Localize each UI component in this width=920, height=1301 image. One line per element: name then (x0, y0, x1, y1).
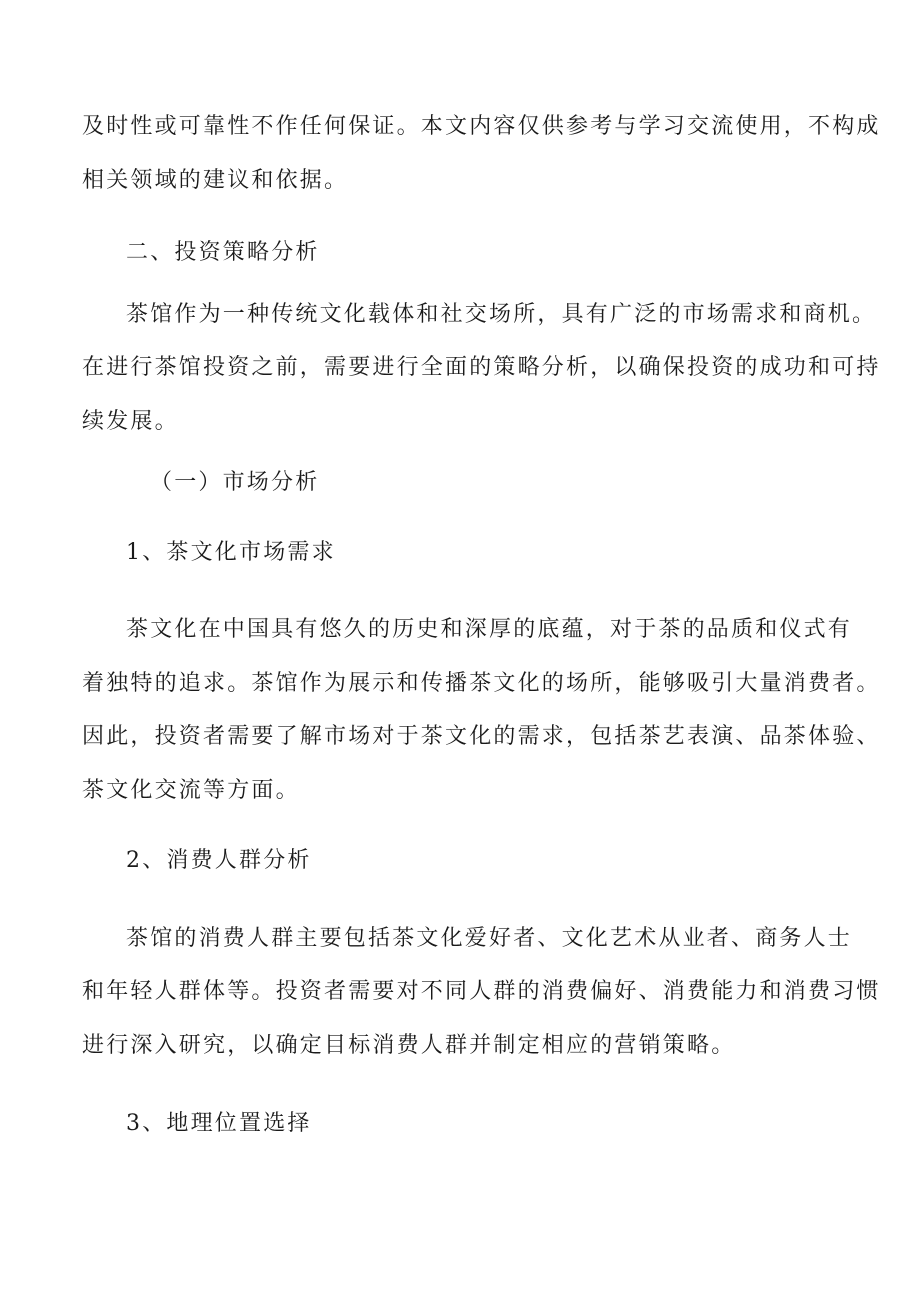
paragraph-line: 在进行茶馆投资之前，需要进行全面的策略分析，以确保投资的成功和可持 (82, 355, 881, 380)
item-heading: 3、地理位置选择 (126, 1111, 312, 1136)
paragraph-line: 进行深入研究，以确定目标消费人群并制定相应的营销策略。 (82, 1033, 736, 1058)
paragraph-line: 相关领域的建议和依据。 (82, 168, 349, 193)
paragraph-line: 因此，投资者需要了解市场对于茶文化的需求，包括茶艺表演、品茶体验、 (82, 724, 881, 749)
paragraph-line: 茶文化交流等方面。 (82, 778, 300, 803)
item-heading: 2、消费人群分析 (126, 848, 312, 873)
paragraph-line: 续发展。 (82, 409, 179, 434)
paragraph-line: 茶馆作为一种传统文化载体和社交场所，具有广泛的市场需求和商机。 (126, 302, 877, 327)
paragraph-line: 茶文化在中国具有悠久的历史和深厚的底蕴，对于茶的品质和仪式有 (126, 617, 853, 642)
subsection-heading: （一）市场分析 (150, 470, 320, 495)
paragraph-line: 及时性或可靠性不作任何保证。本文内容仅供参考与学习交流使用，不构成 (82, 114, 881, 139)
paragraph-line: 和年轻人群体等。投资者需要对不同人群的消费偏好、消费能力和消费习惯 (82, 979, 881, 1004)
section-heading: 二、投资策略分析 (126, 240, 320, 265)
paragraph-line: 着独特的追求。茶馆作为展示和传播茶文化的场所，能够吸引大量消费者。 (82, 671, 881, 696)
item-heading: 1、茶文化市场需求 (126, 540, 336, 565)
paragraph-line: 茶馆的消费人群主要包括茶文化爱好者、文化艺术从业者、商务人士 (126, 926, 853, 951)
